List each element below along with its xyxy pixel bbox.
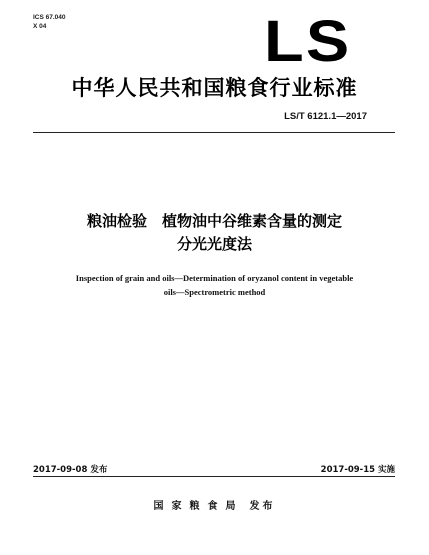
bottom-divider xyxy=(33,476,395,477)
issuing-action: 发布 xyxy=(249,501,276,512)
ls-logo: LS xyxy=(264,9,352,74)
chinese-title xyxy=(0,210,429,256)
english-title xyxy=(0,271,429,299)
standard-code: LS/T 6121.1—2017 xyxy=(284,111,367,122)
top-divider xyxy=(33,132,395,133)
standard-type-title: 中华人民共和国粮食行业标准 xyxy=(71,76,358,100)
implementation-date: 2017-09-15 实施 xyxy=(320,465,395,475)
ccs-code: X 04 xyxy=(33,22,47,30)
chinese-title-line-1: 粮油检验 植物油中谷维素含量的测定 xyxy=(86,212,342,230)
ics-code: ICS 67.040 xyxy=(33,14,66,21)
issuer-line xyxy=(0,497,429,512)
english-title-line-1: Inspection of grain and oils—Determination of oryzanol content in vegetable xyxy=(75,273,354,283)
chinese-title-line-2: 分光光度法 xyxy=(176,235,252,253)
issue-date: 2017-09-08 发布 xyxy=(33,465,108,475)
english-title-line-2: oils—Spectrometric method xyxy=(163,287,266,297)
classification-codes xyxy=(33,14,66,31)
issuing-organization: 国家粮食局 xyxy=(153,501,244,512)
